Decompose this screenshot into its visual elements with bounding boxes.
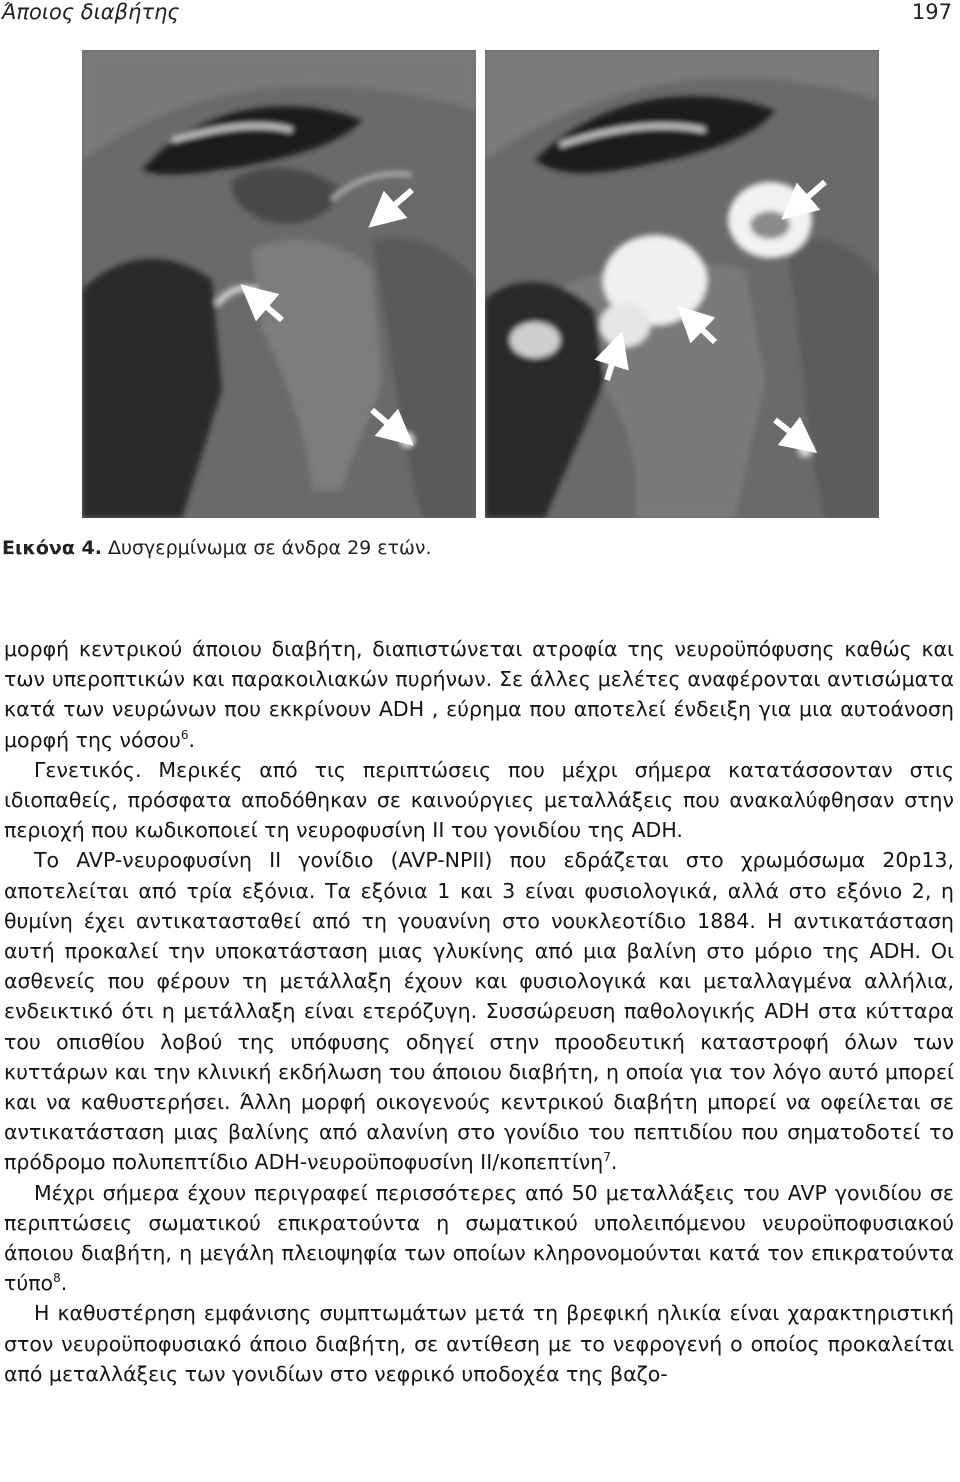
- mri-left-graphic: [82, 50, 476, 518]
- paragraph-end: .: [188, 727, 196, 752]
- paragraph-text: Μέχρι σήμερα έχουν περιγραφεί περισσότερες από 50 μεταλλάξεις του AVP γονιδίου σε περιπτώσεις σωματικού επικρατούντα η σωματικού υπολειπόμενου νευροϋποφυσιακού άποιου διαβήτη, η μεγάλη πλειοψηφία των οποίων κληρονομούνται κατά τον επικρατούντα τύπο: [4, 1180, 954, 1296]
- figure-caption: [2, 537, 432, 559]
- paragraph-text: Το AVP-νευροφυσίνη ΙΙ γονίδιο (AVP-NPII) που εδράζεται στο χρωμόσωμα 20p13, αποτελείται από τρία εξόνια. Τα εξόνια 1 και 3 είναι φυσιολογικά, αλλά στο εξόνιο 2, η θυμίνη έχει αντικατασταθεί από τη γουανίνη στο νουκλεοτίδιο 1884. Η αντικατάσταση αυτή προκαλεί την υποκατάσταση μιας γλυκίνης από μια βαλίνη στο μόριο της ADH. Οι ασθενείς που φέρουν τη μετάλλαξη έχουν και φυσιολογικά και μεταλλαγμένα αλλήλια, ενδεικτικό ότι η μετάλλαξη είναι ετερόζυγη. Συσσώρευση παθολογικής ADH στα κύτταρα του οπισθίου λοβού της υπόφυσης οδηγεί στην προοδευτική καταστροφή όλων των κυττάρων και την κλινική εκδήλωση του άποιου διαβήτη, η οποία για τον λόγο αυτό μπορεί και να καθυστερήσει. Άλλη μορφή οικογενούς κεντρικού διαβήτη μπορεί να οφείλεται σε αντικατάσταση μιας βαλίνης από αλανίνη στο γονίδιο του πεπτιδίου που σηματοδοτεί το πρόδρομο πολυπεπτίδιο ADH-νευροϋποφυσίνη ΙΙ/κοπεπτίνη: [4, 848, 954, 1175]
- paragraph-end: .: [60, 1271, 68, 1296]
- paragraph-end: .: [610, 1150, 618, 1175]
- section-heading: Γενετικός.: [34, 757, 142, 782]
- running-title: Άποιος διαβήτης: [2, 0, 180, 24]
- figure-caption-label: Εικόνα 4.: [2, 537, 102, 559]
- paragraph: [4, 845, 954, 1177]
- mri-right-graphic: [485, 50, 879, 518]
- body-text: [4, 634, 954, 1389]
- reference-number: 6: [180, 727, 189, 742]
- paragraph: [4, 1298, 954, 1389]
- paragraph: [4, 1178, 954, 1299]
- paragraph-text: Η καθυστέρηση εμφάνισης συμπτωμάτων μετά τη βρεφική ηλικία είναι χαρακτηριστική στον νευροϋποφυσιακό άποιο διαβήτη, σε αντίθεση με το νεφρογενή ο οποίος προκαλείται από μεταλλάξεις των γονιδίων στο νεφρικό υποδοχέα της βαζο-: [4, 1301, 954, 1386]
- paragraph-text: Μερικές από τις περιπτώσεις που μέχρι σήμερα κατατάσσονταν στις ιδιοπαθείς, πρόσφατα αποδόθηκαν σε καινούργιες μεταλλάξεις που ανακαλύφθησαν στην περιοχή που κωδικοποιεί τη νευροφυσίνη ΙΙ του γονιδίου της ADH.: [4, 757, 954, 843]
- paragraph: [4, 634, 954, 755]
- paragraph-text: μορφή κεντρικού άποιου διαβήτη, διαπιστώνεται ατροφία της νευροϋπόφυσης καθώς και των υπεροπτικών και παρακοιλιακών πυρήνων. Σε άλλες μελέτες αναφέρονται αντισώματα κατά των νευρώνων που εκκρίνουν ADH , εύρημα που αποτελεί ένδειξη για μια αυτοάνοση μορφή της νόσου: [4, 637, 954, 752]
- reference-number: 7: [603, 1150, 611, 1165]
- page-number: 197: [911, 0, 952, 24]
- mri-image-left: [82, 50, 476, 518]
- paragraph: [4, 755, 954, 846]
- mri-image-right: [485, 50, 879, 518]
- reference-number: 8: [53, 1271, 61, 1286]
- figure-caption-text: Δυσγερμίνωμα σε άνδρα 29 ετών.: [101, 537, 432, 559]
